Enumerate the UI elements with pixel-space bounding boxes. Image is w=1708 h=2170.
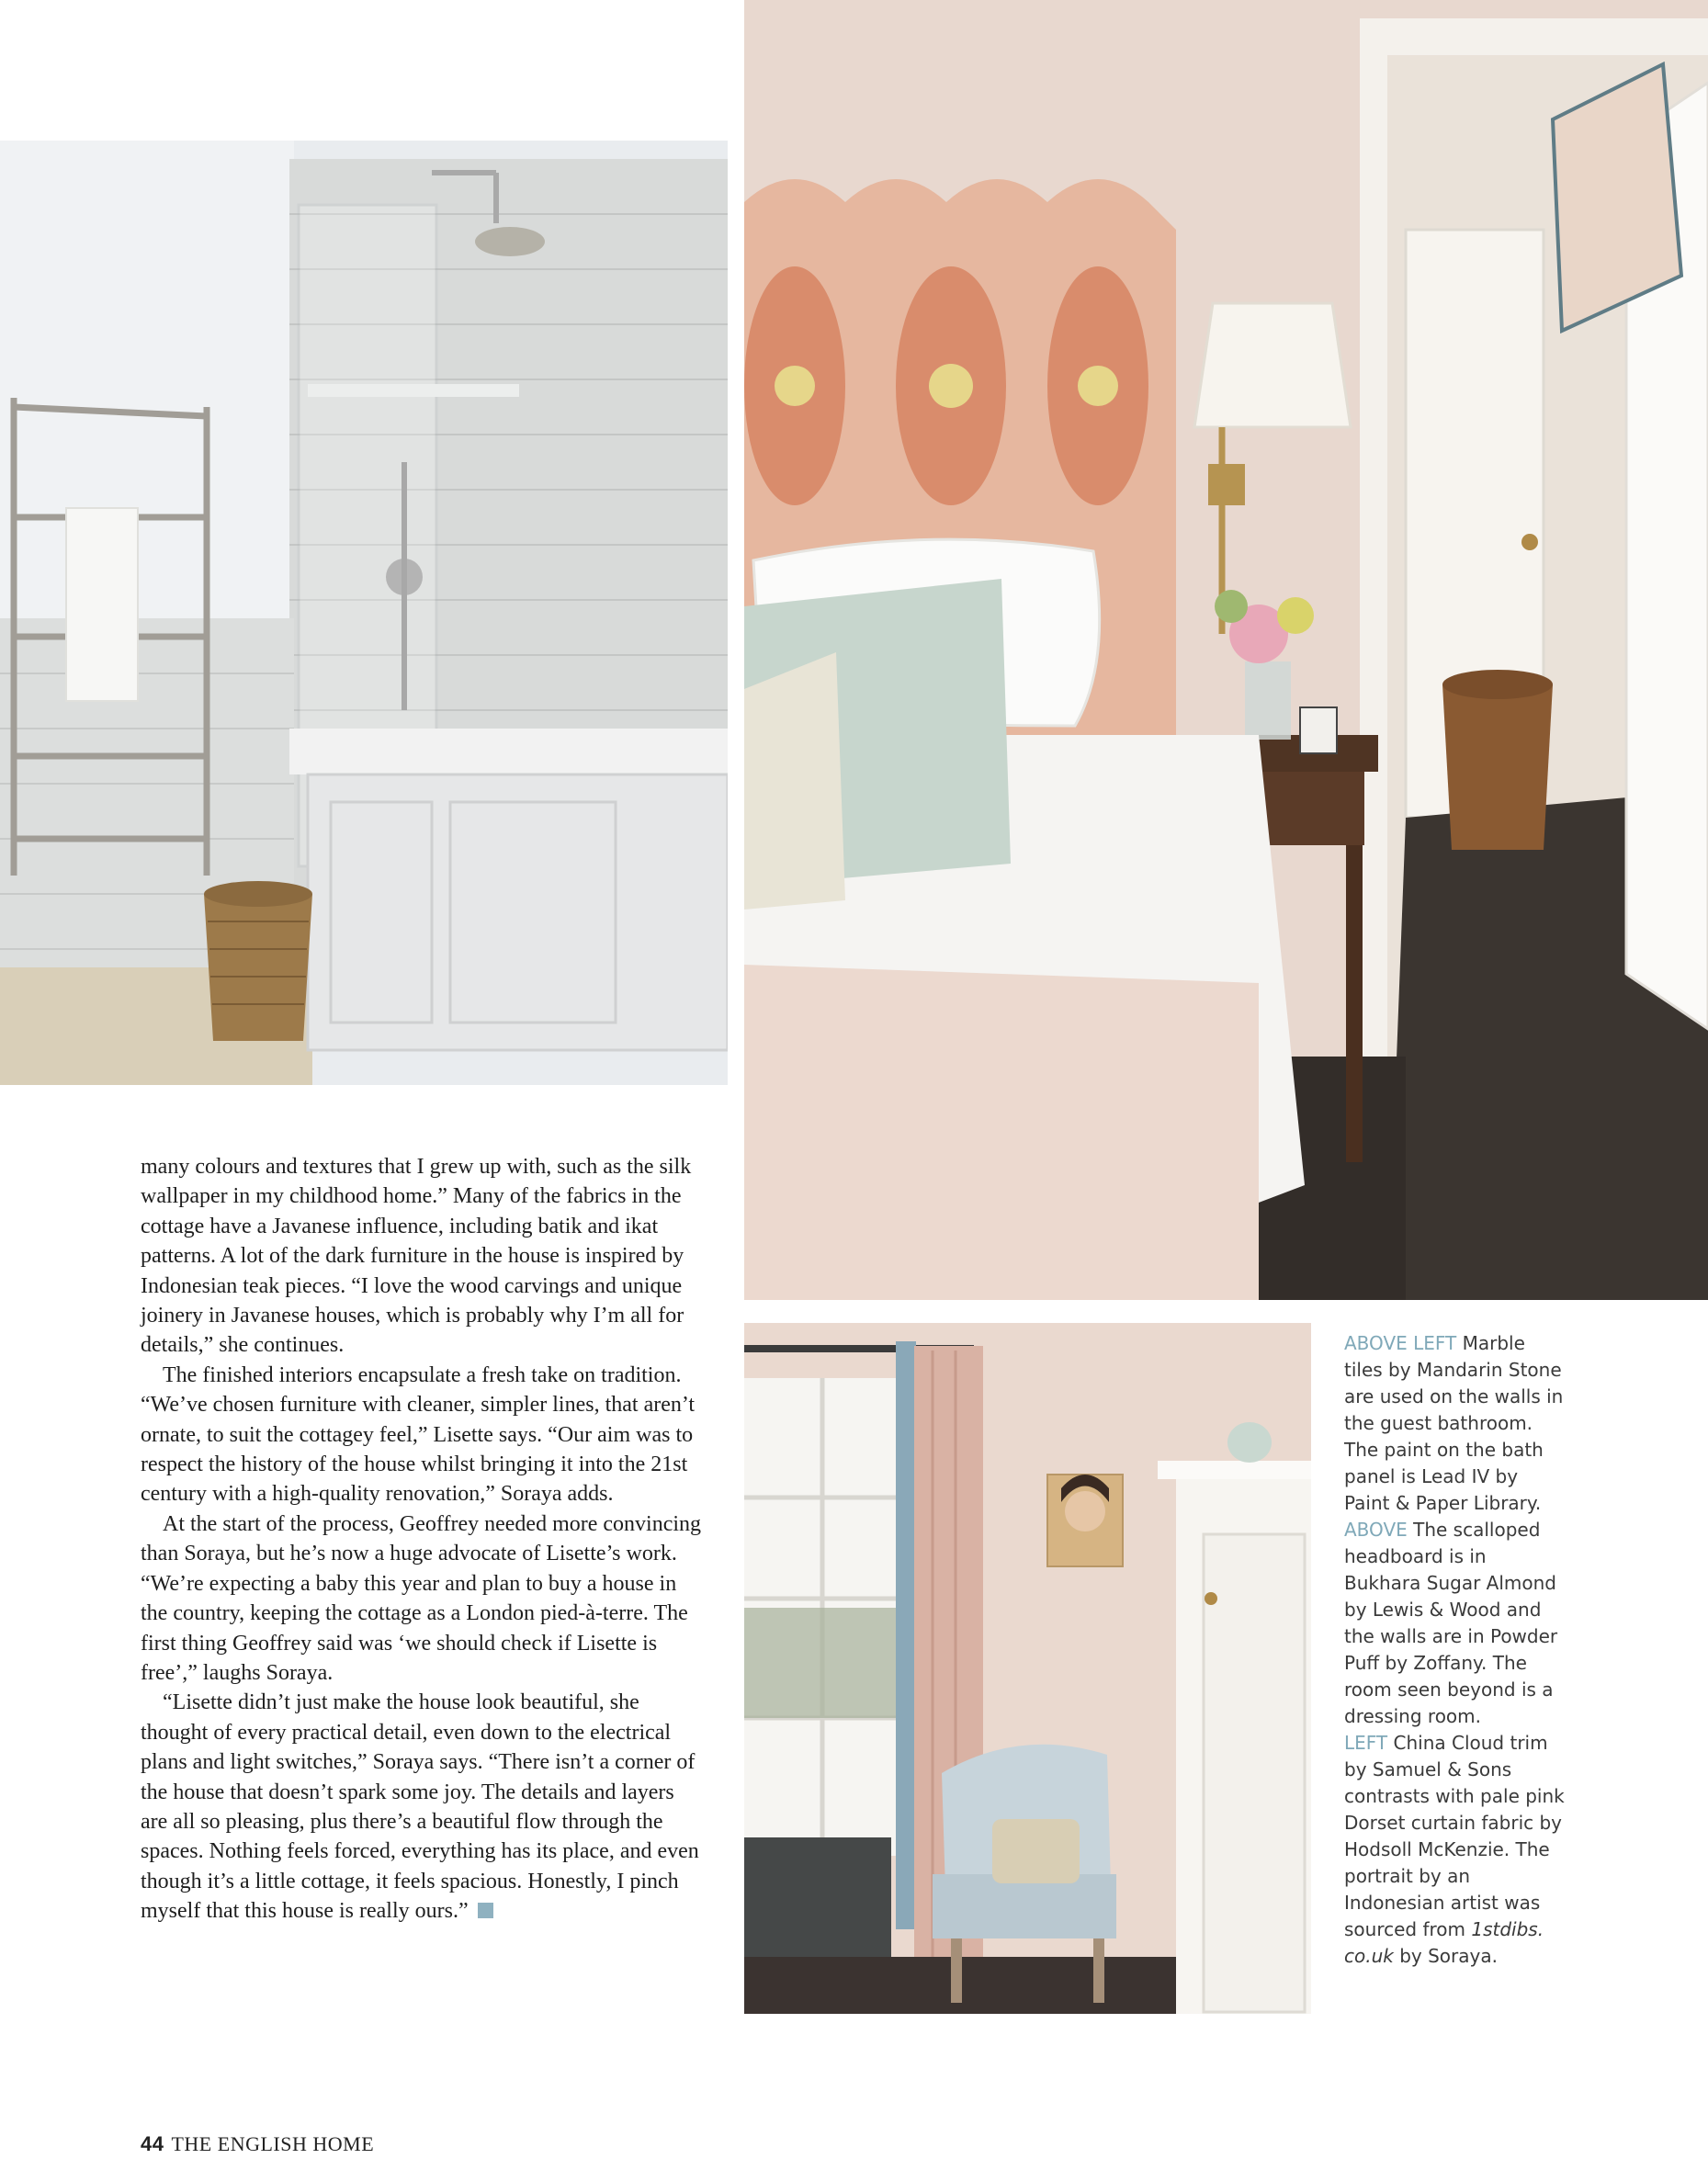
chair-corner-illustration (744, 1323, 1311, 2014)
end-mark-square (478, 1903, 493, 1918)
caption-text: Marble tiles by Mandarin Stone are used on the walls in the guest bathroom. The paint on the bath panel is Lead IV by Paint & Paper Library. (1344, 1332, 1564, 1514)
page-number: 44 (141, 2132, 164, 2155)
body-paragraph: many colours and textures that I grew up with, such as the silk wallpaper in my childhood home.” Many of the fabrics in the cottage have a Javanese influence, including batik and ikat patterns. A lot of the dark furniture in the house is inspired by Indonesian teak pieces. “I love the wood carvings and unique joinery in Javanese houses, which is probably why I’m all for details,” she continues. (141, 1155, 692, 1358)
page-folio (141, 2132, 374, 2156)
bedroom-illustration (744, 0, 1708, 1300)
bathroom-illustration (0, 141, 728, 1085)
article-body (141, 1152, 703, 1927)
caption-text: by Soraya. (1393, 1945, 1498, 1967)
caption-source: 1stdibs. co.uk (1344, 1918, 1544, 1967)
body-paragraph-text: “Lisette didn’t just make the house look beautiful, she thought of every practical detail, even down to the electrical plans and light switches,” Soraya says. “There isn’t a corner of the house that doesn’t spark some joy. The details and layers are all so pleasing, plus there’s a beautiful flow through the spaces. Nothing feels forced, everything has its place, and even though it’s a little cottage, it feels spacious. Honestly, I pinch myself that this house is really ours.” (141, 1690, 699, 1924)
body-paragraph: The finished interiors encapsulate a fresh take on tradition. “We’ve chosen furniture with cleaner, simpler lines, that aren’t ornate, to suit the cottagey feel,” Lisette says. “Our aim was to respect the history of the house whilst bringing it into the 21st century with a high-quality renovation,” Soraya adds. (141, 1362, 696, 1507)
caption-text: China Cloud trim by Samuel & Sons contrasts with pale pink Dorset curtain fabric by Hodsoll McKenzie. The portrait by an Indonesian artist was sourced from (1344, 1732, 1565, 1940)
photo-captions (1344, 1330, 1565, 1970)
caption-label: LEFT (1344, 1732, 1388, 1754)
caption-label: ABOVE LEFT (1344, 1332, 1457, 1354)
chair-corner-photo (744, 1323, 1311, 2014)
caption-above-left (1344, 1330, 1565, 1517)
body-paragraph-last (141, 1688, 703, 1926)
caption-label: ABOVE (1344, 1519, 1408, 1541)
bathroom-photo (0, 141, 728, 1085)
magazine-name: THE ENGLISH HOME (171, 2132, 375, 2155)
body-paragraph: At the start of the process, Geoffrey needed more convincing than Soraya, but he’s now a huge advocate of Lisette’s work. “We’re expecting a baby this year and plan to buy a house in the country, keeping the cottage as a London pied-à-terre. The first thing Geoffrey said was ‘we should check if Lisette is free’,” laughs Soraya. (141, 1511, 702, 1685)
caption-above (1344, 1517, 1565, 1730)
caption-text: The scalloped headboard is in Bukhara Sugar Almond by Lewis & Wood and the walls are in Powder Puff by Zoffany. The room seen beyond is a dressing room. (1344, 1519, 1558, 1727)
caption-left (1344, 1730, 1565, 1970)
bedroom-photo (744, 0, 1708, 1300)
